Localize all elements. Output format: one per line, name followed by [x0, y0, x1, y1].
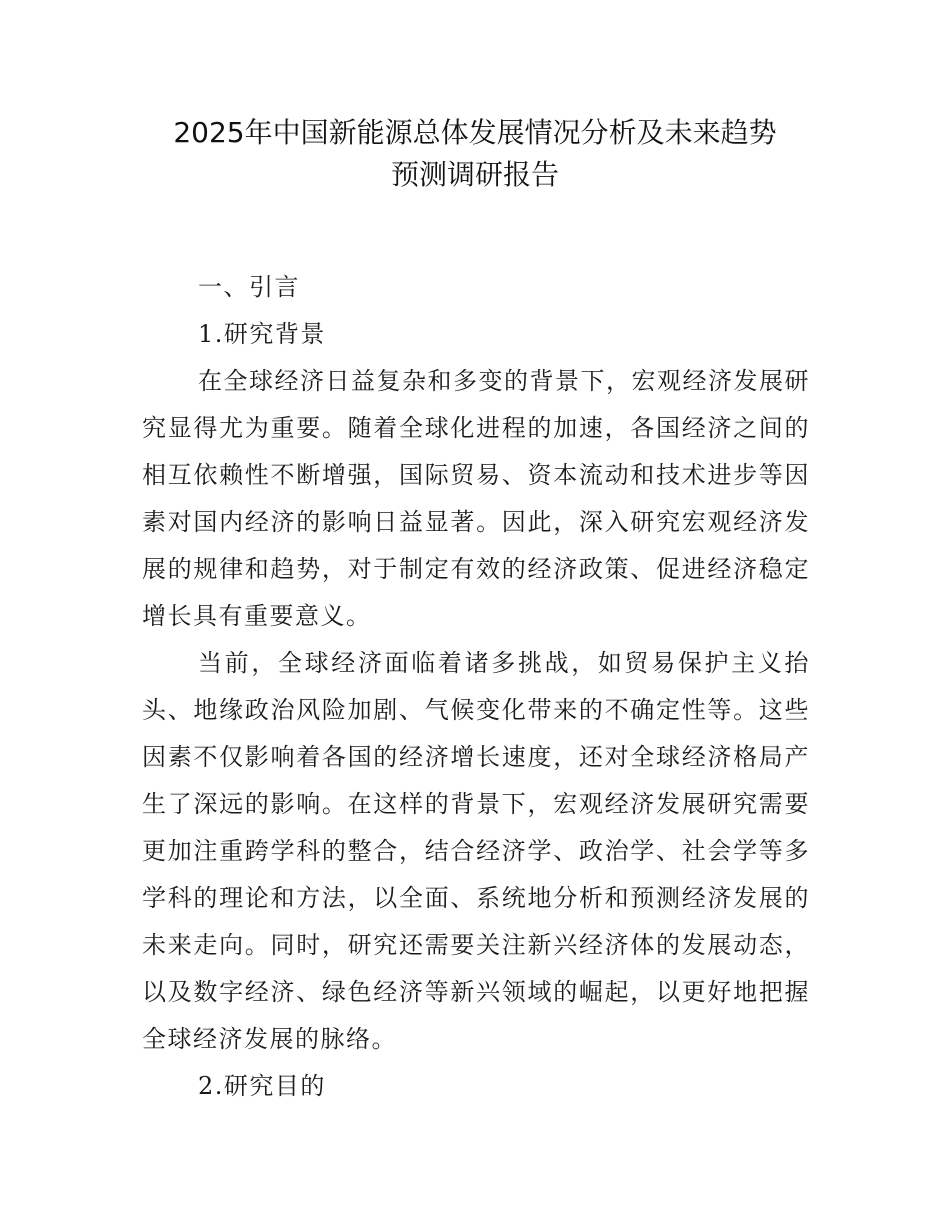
paragraph-background-1: 在全球经济日益复杂和多变的背景下，宏观经济发展研究显得尤为重要。随着全球化进程的加速，各国经济之间的相互依赖性不断增强，国际贸易、资本流动和技术进步等因素对国内经济的影响日益显著。因此，深入研究宏观经济发展的规律和趋势，对于制定有效的经济政策、促进经济稳定增长具有重要意义。	[142, 367, 810, 630]
section-heading-introduction: 一、引言	[198, 273, 300, 301]
document-body	[142, 264, 810, 1110]
document-title-line-1: 2025年中国新能源总体发展情况分析及未来趋势	[173, 116, 777, 149]
subsection-heading-research-background: 1.研究背景	[198, 320, 326, 348]
document-title	[120, 112, 830, 196]
document-title-line-2: 预测调研报告	[390, 158, 559, 191]
subsection-heading-research-purpose: 2.研究目的	[198, 1072, 326, 1100]
paragraph-background-2: 当前，全球经济面临着诸多挑战，如贸易保护主义抬头、地缘政治风险加剧、气候变化带来的不确定性等。这些因素不仅影响着各国的经济增长速度，还对全球经济格局产生了深远的影响。在这样的背景下，宏观经济发展研究需要更加注重跨学科的整合，结合经济学、政治学、社会学等多学科的理论和方法，以全面、系统地分析和预测经济发展的未来走向。同时，研究还需要关注新兴经济体的发展动态，以及数字经济、绿色经济等新兴领域的崛起，以更好地把握全球经济发展的脉络。	[142, 649, 810, 1053]
